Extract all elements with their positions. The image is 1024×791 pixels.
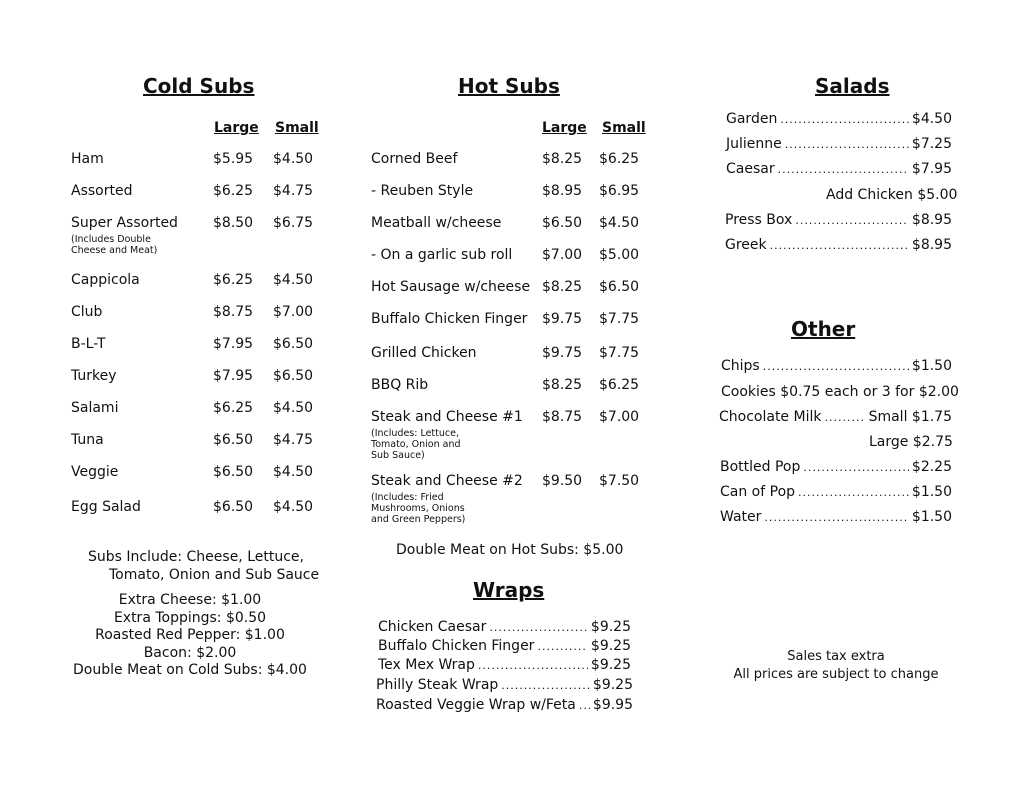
item-name: Turkey [71,368,117,384]
item-price: Small $1.75 [868,409,952,425]
item-price-large: $6.50 [213,499,254,515]
menu-item [726,111,952,127]
item-name: Garden [726,111,778,127]
item-name: Meatball w/cheese [371,215,502,231]
leader-dots [778,163,909,176]
menu-item [70,464,330,484]
leader-dots [770,239,909,252]
item-name: Caesar [726,161,775,177]
leader-dots [478,659,588,672]
item-price-large: $8.50 [213,215,254,231]
wraps-title: Wraps [473,578,545,602]
item-name: Hot Sausage w/cheese [371,279,531,295]
item-price: $9.25 [590,638,631,654]
item-price: $1.50 [911,509,952,525]
menu-item [70,304,330,324]
menu-item [719,409,952,425]
item-price-small: $6.25 [599,377,640,393]
item-price: $8.95 [911,237,952,253]
menu-item [370,409,650,429]
item-price-small: $7.00 [599,409,640,425]
item-price: $1.50 [911,358,952,374]
item-price-small: $6.75 [273,215,314,231]
menu-item [721,358,952,374]
menu-item [378,619,631,635]
item-price-large: $7.95 [213,336,254,352]
item-name: Chicken Caesar [378,619,487,635]
item-price-small: $4.75 [273,432,314,448]
item-name: Tex Mex Wrap [378,657,475,673]
subs-include-line1: Subs Include: Cheese, Lettuce, [88,549,304,565]
menu-item [725,212,952,228]
item-price-small: $7.75 [599,345,640,361]
item-name: Julienne [726,136,782,152]
item-name: Press Box [725,212,793,228]
item-name: Greek [725,237,767,253]
leader-dots [537,640,587,653]
item-price-small: $6.25 [599,151,640,167]
cold-subs-small-header: Small [275,120,319,136]
leader-dots [795,214,909,227]
leader-dots [798,486,909,499]
menu-item [70,432,330,452]
item-price-small: $7.75 [599,311,640,327]
item-price-small: $4.50 [273,400,314,416]
footer-note [720,648,952,684]
item-price-large: $7.95 [213,368,254,384]
hot-subs-large-header: Large [542,120,587,136]
menu-item [70,215,330,235]
item-price-small: $6.50 [273,336,314,352]
item-price-small: $4.75 [273,183,314,199]
other-title: Other [791,317,856,341]
item-price: $4.50 [911,111,952,127]
item-name: Steak and Cheese #1 [371,409,523,425]
leader-dots [579,699,590,712]
item-price: $1.50 [911,484,952,500]
item-price-small: $4.50 [273,272,314,288]
item-name: Roasted Veggie Wrap w/Feta [376,697,576,713]
item-name: Buffalo Chicken Finger [371,311,528,327]
leader-dots [489,621,588,634]
item-price-small: $7.50 [599,473,640,489]
item-price-large: $8.75 [213,304,254,320]
item-price-large: $6.50 [213,432,254,448]
item-name: Buffalo Chicken Finger [378,638,535,654]
cold-subs-large-header: Large [214,120,259,136]
item-price-large: $6.50 [542,215,583,231]
menu-item [370,473,650,493]
item-name: Veggie [71,464,119,480]
menu-item [726,161,952,177]
menu-item [370,151,650,171]
menu-item [70,272,330,292]
item-price-small: $7.00 [273,304,314,320]
menu-item [70,368,330,388]
add-chicken: Add Chicken $5.00 [826,187,958,203]
item-price-small: $5.00 [599,247,640,263]
item-price-large: $9.75 [542,345,583,361]
leader-dots [763,360,909,373]
item-name: Bottled Pop [720,459,801,475]
menu-item [378,638,631,654]
item-name: Water [720,509,762,525]
item-price: $9.25 [592,677,633,693]
item-name: Ham [71,151,104,167]
menu-item [726,136,952,152]
cookies-line: Cookies $0.75 each or 3 for $2.00 [721,384,959,400]
leader-dots [501,679,590,692]
item-name: B-L-T [71,336,106,352]
item-price-large: $9.75 [542,311,583,327]
extra-item: Bacon: $2.00 [143,644,237,661]
item-price-large: $7.00 [542,247,583,263]
item-name: Grilled Chicken [371,345,477,361]
item-name: - On a garlic sub roll [371,247,513,263]
menu-item [370,247,650,267]
menu-item [70,499,330,519]
menu-item [376,677,633,693]
item-name: Cappicola [71,272,140,288]
menu-item [370,215,650,235]
item-name: Club [71,304,103,320]
item-price: $9.25 [590,657,631,673]
item-price-small: $6.50 [599,279,640,295]
menu-item [370,183,650,203]
item-price-large: $8.25 [542,377,583,393]
item-name: Assorted [71,183,133,199]
cold-subs-title: Cold Subs [143,74,255,98]
item-price-large: $6.25 [213,183,254,199]
menu-item [376,697,633,713]
leader-dots [780,113,909,126]
item-price-large: $8.95 [542,183,583,199]
item-name: Steak and Cheese #2 [371,473,523,489]
leader-dots [824,411,865,424]
item-name: Tuna [71,432,104,448]
choc-milk-large: Large $2.75 [869,434,953,450]
item-price-large: $9.50 [542,473,583,489]
item-name: Salami [71,400,119,416]
item-note: (Includes Double Cheese and Meat) [71,234,158,256]
item-price-small: $4.50 [273,151,314,167]
menu-item [378,657,631,673]
menu-item [70,336,330,356]
menu-item [720,484,952,500]
menu-item [370,279,650,299]
item-price-small: $4.50 [273,464,314,480]
menu-item [370,311,650,331]
salads-title: Salads [815,74,890,98]
menu-item [720,509,952,525]
item-price-large: $5.95 [213,151,254,167]
item-name: Super Assorted [71,215,178,231]
item-name: BBQ Rib [371,377,429,393]
item-name: Chocolate Milk [719,409,822,425]
menu-item [70,183,330,203]
hot-subs-small-header: Small [602,120,646,136]
item-name: Philly Steak Wrap [376,677,499,693]
menu-item [720,459,952,475]
menu-item [725,237,952,253]
prices-note: All prices are subject to change [733,667,939,682]
sales-tax-note: Sales tax extra [787,649,885,664]
item-price-large: $8.75 [542,409,583,425]
item-price-small: $6.95 [599,183,640,199]
item-name: Can of Pop [720,484,796,500]
item-price-small: $4.50 [273,499,314,515]
extra-item: Roasted Red Pepper: $1.00 [95,627,285,644]
item-price: $9.95 [592,697,633,713]
item-price: $7.95 [911,161,952,177]
menu-item [70,151,330,171]
extra-item: Extra Toppings: $0.50 [113,609,267,626]
leader-dots [785,138,909,151]
menu-item [70,400,330,420]
leader-dots [803,461,909,474]
extra-item: Extra Cheese: $1.00 [118,592,262,608]
menu-item [370,345,650,365]
item-name: - Reuben Style [371,183,474,199]
item-price: $9.25 [590,619,631,635]
item-note: (Includes: Lettuce, Tomato, Onion and Sub Sauce) [371,428,461,461]
item-price-small: $6.50 [273,368,314,384]
item-name: Corned Beef [371,151,458,167]
item-price: $7.25 [911,136,952,152]
item-name: Chips [721,358,760,374]
hot-subs-title: Hot Subs [458,74,560,98]
item-price-large: $8.25 [542,279,583,295]
menu-item [370,377,650,397]
item-price: $2.25 [911,459,952,475]
double-meat-hot: Double Meat on Hot Subs: $5.00 [396,542,624,558]
item-price-large: $6.25 [213,400,254,416]
item-note: (Includes: Fried Mushrooms, Onions and Green Peppers) [371,492,466,525]
item-price: $8.95 [911,212,952,228]
item-price-large: $6.25 [213,272,254,288]
item-price-small: $4.50 [599,215,640,231]
item-price-large: $6.50 [213,464,254,480]
item-price-large: $8.25 [542,151,583,167]
cold-subs-extras [60,592,320,680]
subs-include-line2: Tomato, Onion and Sub Sauce [109,567,320,583]
extra-item: Double Meat on Cold Subs: $4.00 [73,662,307,679]
item-name: Egg Salad [71,499,141,515]
leader-dots [764,511,909,524]
